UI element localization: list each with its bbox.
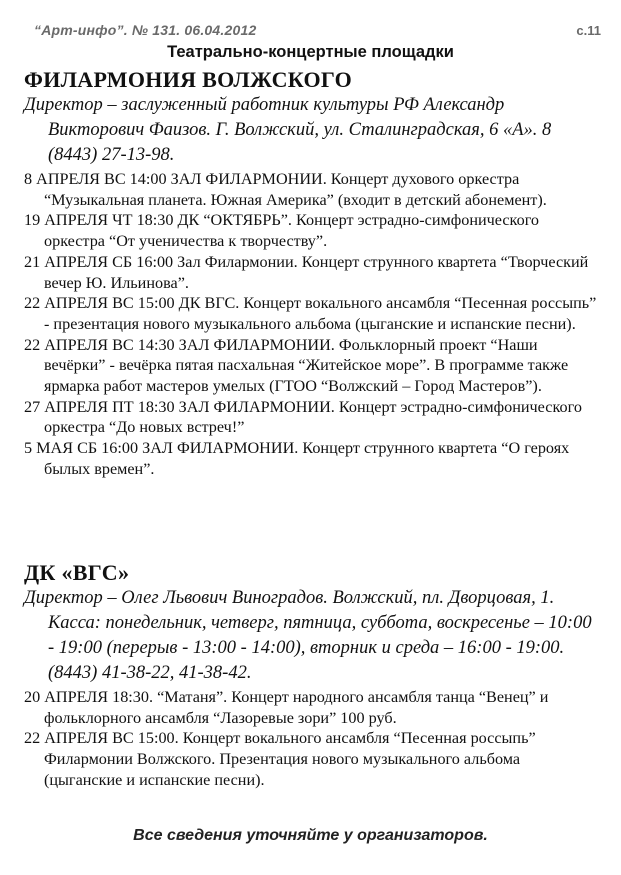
venue-title: ФИЛАРМОНИЯ ВОЛЖСКОГО (24, 67, 353, 92)
event-item: 21 АПРЕЛЯ СБ 16:00 Зал Филармонии. Концерт струнного квартета “Творческий вечер Ю. Ильинова”. (24, 252, 589, 292)
venue-director-info: Директор – Олег Львович Виноградов. Волжский, пл. Дворцовая, 1. Касса: понедельник, четверг, пятница, суббота, воскресенье – 10:00 - 19:00 (перерыв - 13:00 - 14:00), вторник и среда – 16:00 - 19:00. (8443) 41-38-22, 41-38-42. (24, 588, 592, 683)
event-item: 8 АПРЕЛЯ ВС 14:00 ЗАЛ ФИЛАРМОНИИ. Концерт духового оркестра “Музыкальная планета. Южная Америка” (входит в детский абонемент). (24, 170, 547, 209)
venue-title: ДК «ВГС» (24, 560, 130, 585)
venue-section-philharmonic (24, 67, 599, 480)
event-item: 20 АПРЕЛЯ 18:30. “Матаня”. Концерт народного ансамбля танца “Венец” и фольклорного ансамбля “Лазоревые зори” 100 руб. (24, 688, 549, 727)
page-title: Театрально-концертные площадки (167, 43, 454, 61)
publication-info: “Арт-инфо”. № 131. 06.04.2012 (34, 22, 257, 38)
venue-section-dk-vgs (24, 560, 599, 791)
footer-note: Все сведения уточняйте у организаторов. (133, 827, 488, 844)
event-item: 19 АПРЕЛЯ ЧТ 18:30 ДК “ОКТЯБРЬ”. Концерт эстрадно-симфонического оркестра “От ученичества к творчеству”. (24, 211, 540, 251)
page-number: с.11 (576, 23, 601, 38)
event-item: 5 МАЯ СБ 16:00 ЗАЛ ФИЛАРМОНИИ. Концерт струнного квартета “О героях былых времен”. (24, 439, 570, 478)
event-item: 22 АПРЕЛЯ ВС 15:00. Концерт вокального ансамбля “Песенная россыпь” Филармонии Волжского. Презентация нового музыкального альбома (цыганские и испанские песни). (24, 729, 536, 789)
event-item: 22 АПРЕЛЯ ВС 15:00 ДК ВГС. Концерт вокального ансамбля “Песенная россыпь” - презентация нового музыкального альбома (цыганские и испанские песни). (24, 294, 597, 333)
event-item: 27 АПРЕЛЯ ПТ 18:30 ЗАЛ ФИЛАРМОНИИ. Концерт эстрадно-симфонического оркестра “До новых встреч!” (24, 397, 582, 437)
venue-director-info: Директор – заслуженный работник культуры РФ Александр Викторович Фаизов. Г. Волжский, ул. Сталинградская, 6 «А». 8 (8443) 27-13-98. (24, 95, 552, 165)
event-item: 22 АПРЕЛЯ ВС 14:30 ЗАЛ ФИЛАРМОНИИ. Фольклорный проект “Наши вечёрки” - вечёрка пятая пасхальная “Житейское море”. В программе также ярмарка работ мастеров умелых (ГТОО “Волжский – Город Мастеров”). (24, 335, 569, 396)
